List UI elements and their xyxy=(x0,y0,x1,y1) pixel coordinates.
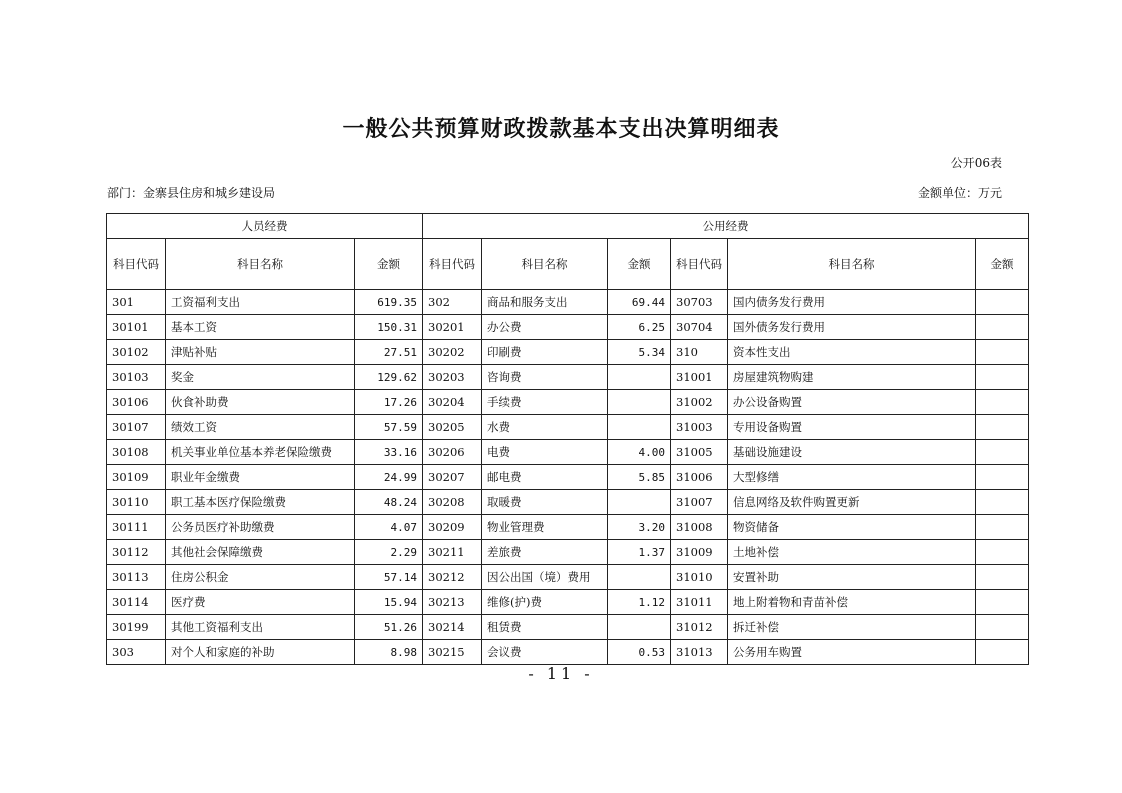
cell-code: 31012 xyxy=(671,615,728,640)
page-number: - 11 - xyxy=(528,664,594,683)
cell-code: 30110 xyxy=(107,490,166,515)
cell-amount: 619.35 xyxy=(355,290,423,315)
cell-code: 30103 xyxy=(107,365,166,390)
cell-name: 租赁费 xyxy=(482,615,608,640)
cell-name: 奖金 xyxy=(166,365,355,390)
cell-code: 31009 xyxy=(671,540,728,565)
cell-code: 31013 xyxy=(671,640,728,665)
cell-amount: 27.51 xyxy=(355,340,423,365)
cell-name: 办公费 xyxy=(482,315,608,340)
header-amount: 金额 xyxy=(355,239,423,290)
table-row xyxy=(107,565,1029,590)
cell-code: 30114 xyxy=(107,590,166,615)
header-name: 科目名称 xyxy=(482,239,608,290)
expenditure-detail-table xyxy=(106,213,1029,665)
header-code: 科目代码 xyxy=(107,239,166,290)
cell-name: 印刷费 xyxy=(482,340,608,365)
cell-code: 31002 xyxy=(671,390,728,415)
cell-name: 专用设备购置 xyxy=(728,415,976,440)
header-amount: 金额 xyxy=(976,239,1029,290)
cell-name: 土地补偿 xyxy=(728,540,976,565)
cell-name: 国外债务发行费用 xyxy=(728,315,976,340)
cell-code: 31006 xyxy=(671,465,728,490)
cell-amount xyxy=(976,290,1029,315)
cell-name: 大型修缮 xyxy=(728,465,976,490)
cell-name: 商品和服务支出 xyxy=(482,290,608,315)
cell-amount xyxy=(608,615,671,640)
cell-name: 基础设施建设 xyxy=(728,440,976,465)
cell-code: 31001 xyxy=(671,365,728,390)
cell-code: 30704 xyxy=(671,315,728,340)
cell-code: 31003 xyxy=(671,415,728,440)
cell-amount: 17.26 xyxy=(355,390,423,415)
cell-amount xyxy=(976,440,1029,465)
cell-amount xyxy=(976,565,1029,590)
cell-code: 30102 xyxy=(107,340,166,365)
cell-code: 30109 xyxy=(107,465,166,490)
cell-name: 拆迁补偿 xyxy=(728,615,976,640)
cell-name: 信息网络及软件购置更新 xyxy=(728,490,976,515)
cell-amount xyxy=(976,315,1029,340)
cell-amount: 4.00 xyxy=(608,440,671,465)
department-label: 部门：金寨县住房和城乡建设局 xyxy=(107,186,276,200)
cell-name: 房屋建筑物购建 xyxy=(728,365,976,390)
cell-amount xyxy=(608,390,671,415)
cell-code: 31005 xyxy=(671,440,728,465)
table-row xyxy=(107,465,1029,490)
amount-unit-label: 金额单位：万元 xyxy=(917,186,1002,200)
cell-name: 咨询费 xyxy=(482,365,608,390)
cell-amount: 57.59 xyxy=(355,415,423,440)
cell-amount: 33.16 xyxy=(355,440,423,465)
cell-name: 差旅费 xyxy=(482,540,608,565)
cell-code: 30209 xyxy=(423,515,482,540)
cell-code: 301 xyxy=(107,290,166,315)
cell-code: 30203 xyxy=(423,365,482,390)
cell-name: 手续费 xyxy=(482,390,608,415)
cell-code: 30199 xyxy=(107,615,166,640)
cell-amount xyxy=(608,565,671,590)
cell-code: 310 xyxy=(671,340,728,365)
cell-amount: 4.07 xyxy=(355,515,423,540)
cell-code: 30108 xyxy=(107,440,166,465)
table-row xyxy=(107,340,1029,365)
cell-code: 30106 xyxy=(107,390,166,415)
cell-code: 30204 xyxy=(423,390,482,415)
cell-code: 30101 xyxy=(107,315,166,340)
cell-code: 30207 xyxy=(423,465,482,490)
cell-name: 因公出国（境）费用 xyxy=(482,565,608,590)
cell-amount xyxy=(608,365,671,390)
cell-code: 30213 xyxy=(423,590,482,615)
table-row xyxy=(107,290,1029,315)
cell-name: 基本工资 xyxy=(166,315,355,340)
cell-name: 职工基本医疗保险缴费 xyxy=(166,490,355,515)
cell-amount: 1.12 xyxy=(608,590,671,615)
cell-amount: 8.98 xyxy=(355,640,423,665)
cell-name: 公务用车购置 xyxy=(728,640,976,665)
header-code: 科目代码 xyxy=(423,239,482,290)
cell-name: 职业年金缴费 xyxy=(166,465,355,490)
cell-amount xyxy=(976,515,1029,540)
cell-name: 住房公积金 xyxy=(166,565,355,590)
group-public: 公用经费 xyxy=(423,214,1029,239)
cell-amount: 48.24 xyxy=(355,490,423,515)
cell-code: 30212 xyxy=(423,565,482,590)
cell-name: 其他工资福利支出 xyxy=(166,615,355,640)
cell-amount: 150.31 xyxy=(355,315,423,340)
cell-code: 30215 xyxy=(423,640,482,665)
cell-amount: 3.20 xyxy=(608,515,671,540)
table-number: 公开06表 xyxy=(950,156,1002,170)
cell-name: 办公设备购置 xyxy=(728,390,976,415)
cell-code: 302 xyxy=(423,290,482,315)
cell-amount xyxy=(976,590,1029,615)
cell-code: 30703 xyxy=(671,290,728,315)
table-row xyxy=(107,640,1029,665)
cell-name: 绩效工资 xyxy=(166,415,355,440)
cell-name: 津贴补贴 xyxy=(166,340,355,365)
cell-amount xyxy=(976,640,1029,665)
cell-amount xyxy=(976,390,1029,415)
cell-code: 30201 xyxy=(423,315,482,340)
cell-amount: 15.94 xyxy=(355,590,423,615)
cell-code: 30214 xyxy=(423,615,482,640)
cell-amount: 1.37 xyxy=(608,540,671,565)
cell-amount: 24.99 xyxy=(355,465,423,490)
cell-amount xyxy=(976,490,1029,515)
cell-amount xyxy=(976,465,1029,490)
column-header-row xyxy=(107,239,1029,290)
cell-name: 医疗费 xyxy=(166,590,355,615)
cell-code: 30205 xyxy=(423,415,482,440)
cell-amount: 2.29 xyxy=(355,540,423,565)
cell-name: 资本性支出 xyxy=(728,340,976,365)
cell-amount xyxy=(608,490,671,515)
cell-code: 31007 xyxy=(671,490,728,515)
cell-name: 邮电费 xyxy=(482,465,608,490)
cell-code: 30211 xyxy=(423,540,482,565)
cell-amount: 69.44 xyxy=(608,290,671,315)
cell-code: 30111 xyxy=(107,515,166,540)
table-row xyxy=(107,515,1029,540)
page-title: 一般公共预算财政拨款基本支出决算明细表 xyxy=(342,116,780,142)
cell-amount: 0.53 xyxy=(608,640,671,665)
cell-amount xyxy=(976,615,1029,640)
cell-amount: 57.14 xyxy=(355,565,423,590)
cell-name: 电费 xyxy=(482,440,608,465)
table-row xyxy=(107,540,1029,565)
cell-name: 安置补助 xyxy=(728,565,976,590)
cell-amount: 5.34 xyxy=(608,340,671,365)
cell-amount: 51.26 xyxy=(355,615,423,640)
cell-code: 31010 xyxy=(671,565,728,590)
table-row xyxy=(107,490,1029,515)
cell-amount xyxy=(976,415,1029,440)
table-row xyxy=(107,390,1029,415)
cell-name: 维修(护)费 xyxy=(482,590,608,615)
cell-code: 30208 xyxy=(423,490,482,515)
cell-name: 物资储备 xyxy=(728,515,976,540)
cell-code: 30107 xyxy=(107,415,166,440)
cell-code: 30202 xyxy=(423,340,482,365)
header-amount: 金额 xyxy=(608,239,671,290)
cell-name: 水费 xyxy=(482,415,608,440)
cell-amount: 5.85 xyxy=(608,465,671,490)
table-row xyxy=(107,365,1029,390)
cell-name: 伙食补助费 xyxy=(166,390,355,415)
table-row xyxy=(107,415,1029,440)
cell-name: 工资福利支出 xyxy=(166,290,355,315)
cell-amount xyxy=(976,340,1029,365)
group-header-row xyxy=(107,214,1029,239)
cell-amount: 129.62 xyxy=(355,365,423,390)
cell-name: 地上附着物和青苗补偿 xyxy=(728,590,976,615)
cell-code: 303 xyxy=(107,640,166,665)
cell-code: 30206 xyxy=(423,440,482,465)
cell-name: 机关事业单位基本养老保险缴费 xyxy=(166,440,355,465)
header-name: 科目名称 xyxy=(166,239,355,290)
table-row xyxy=(107,615,1029,640)
cell-name: 对个人和家庭的补助 xyxy=(166,640,355,665)
cell-code: 31008 xyxy=(671,515,728,540)
header-name: 科目名称 xyxy=(728,239,976,290)
header-code: 科目代码 xyxy=(671,239,728,290)
cell-name: 其他社会保障缴费 xyxy=(166,540,355,565)
table-row xyxy=(107,590,1029,615)
cell-code: 30113 xyxy=(107,565,166,590)
cell-name: 取暖费 xyxy=(482,490,608,515)
table-row xyxy=(107,440,1029,465)
cell-name: 公务员医疗补助缴费 xyxy=(166,515,355,540)
cell-amount xyxy=(976,540,1029,565)
cell-name: 会议费 xyxy=(482,640,608,665)
cell-name: 国内债务发行费用 xyxy=(728,290,976,315)
cell-amount: 6.25 xyxy=(608,315,671,340)
cell-code: 31011 xyxy=(671,590,728,615)
cell-amount xyxy=(976,365,1029,390)
cell-amount xyxy=(608,415,671,440)
group-personnel: 人员经费 xyxy=(107,214,423,239)
cell-name: 物业管理费 xyxy=(482,515,608,540)
table-row xyxy=(107,315,1029,340)
cell-code: 30112 xyxy=(107,540,166,565)
